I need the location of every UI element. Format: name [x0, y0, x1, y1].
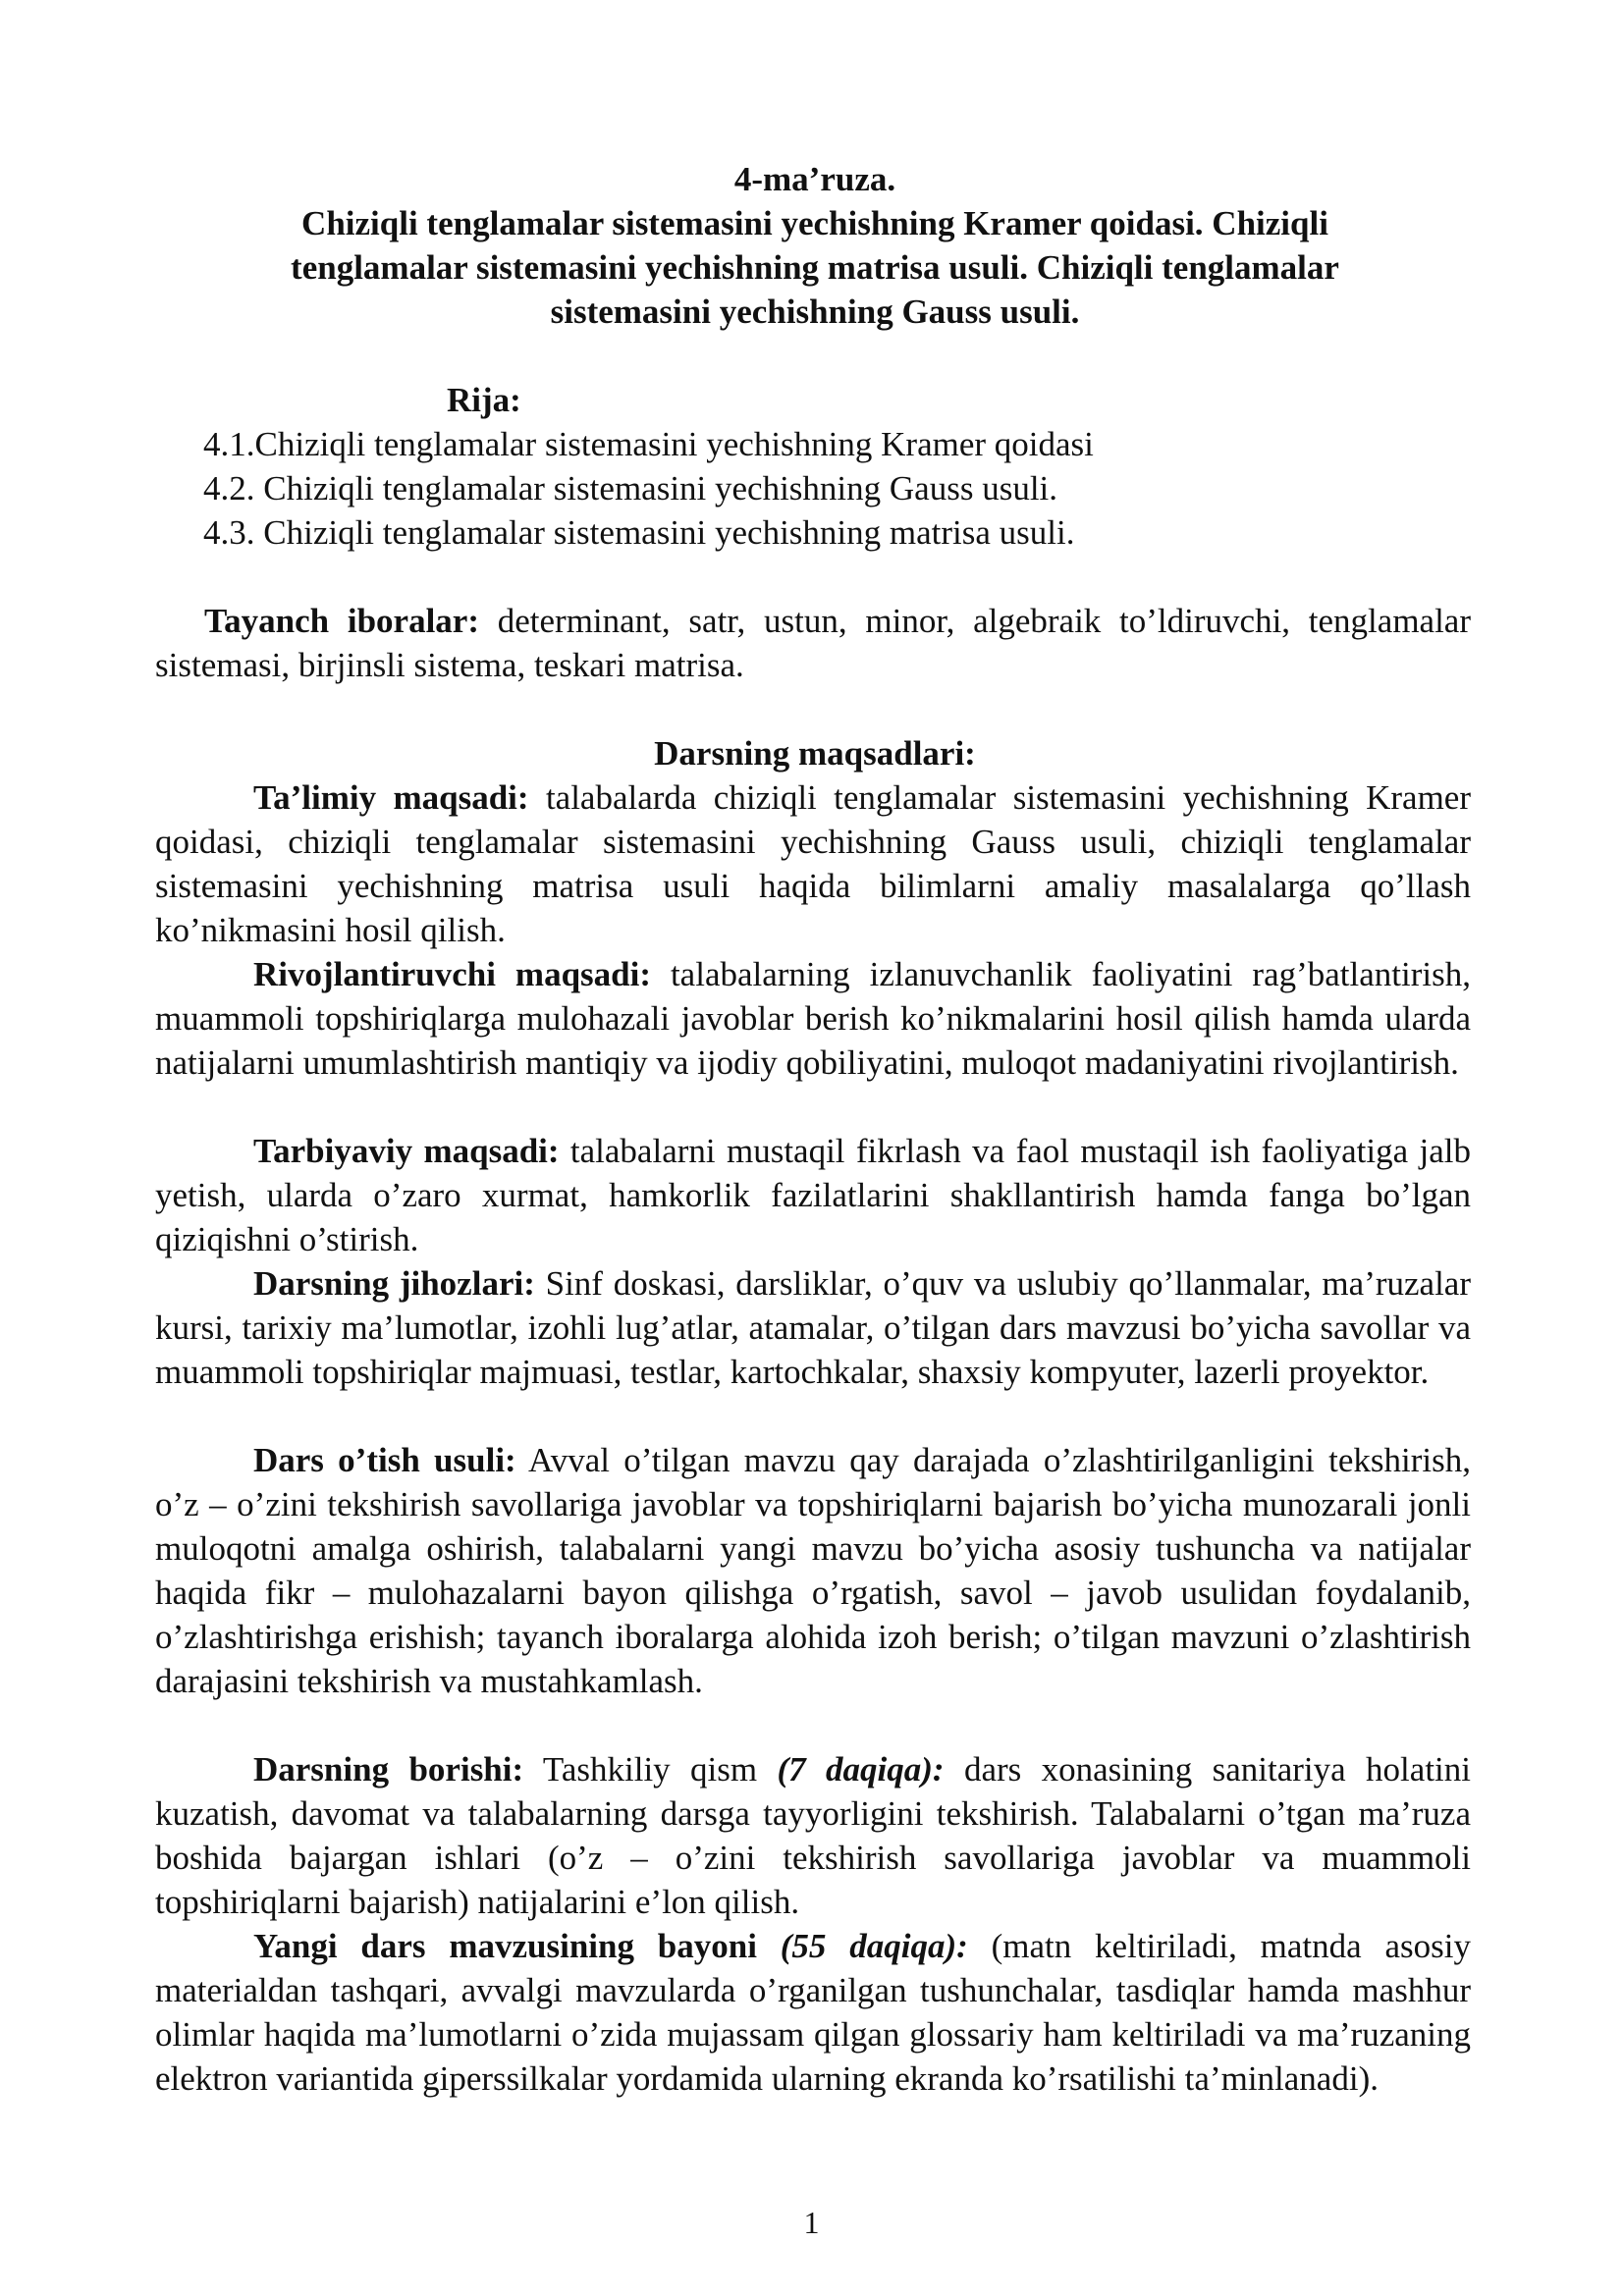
page-number: 1 — [803, 2205, 820, 2240]
keywords-paragraph — [155, 599, 1471, 687]
lecture-number: 4-ma’ruza. — [733, 160, 896, 198]
section-text: talabalarda chiziqli tenglamalar sistemasini yechishning Kramer qoidasi, chiziqli tenglamalar sistemasini yechishning Gauss usuli, chiziqli tenglamalar sistemasini yechishning matrisa usuli haqida bilimlarni amaliy masalalarga qo’llash ko’nikmasini hosil qilish. — [155, 778, 1472, 949]
developmental-goal-paragraph — [155, 952, 1471, 1085]
title-line-1: Chiziqli tenglamalar sistemasini yechishning Kramer qoidasi. Chiziqli — [301, 204, 1328, 242]
method-paragraph — [155, 1438, 1471, 1703]
section-label: Tarbiyaviy maqsadi: — [253, 1132, 560, 1170]
time-note: (7 daqiqa): — [777, 1750, 945, 1789]
plan-item-2: 4.2. Chiziqli tenglamalar sistemasini yechishning Gauss usuli. — [203, 469, 1058, 507]
section-text: Sinf doskasi, darsliklar, o’quv va uslubiy qo’llanmalar, ma’ruzalar kursi, tarixiy ma’lumotlar, izohli lug’atlar, atamalar, o’tilgan dars mavzusi bo’yicha savollar va muammoli topshiriqlar majmuasi, testlar, kartochkalar, shaxsiy kompyuter, lazerli proyektor. — [155, 1264, 1471, 1391]
educational-goal-paragraph — [155, 775, 1471, 952]
section-text: talabalarning izlanuvchanlik faoliyatini rag’batlantirish, muammoli topshiriqlarga mulohazali javoblar berish ko’nikmalarini hosil qilish hamda ularda natijalarni umumlashtirish mantiqiy va ijodiy qobiliyatini, muloqot madaniyatini rivojlantirish. — [155, 955, 1471, 1082]
section-text: dars xonasining sanitariya holatini kuzatish, davomat va talabalarning darsga tayyorligini tekshirish. Talabalarni o’tgan ma’ruza boshida bajargan ishlari (o’z – o’zini tekshirish savollariga javoblar va muammoli topshiriqlarni bajarish) natijalarini e’lon qilish. — [155, 1750, 1471, 1921]
time-note: (55 daqiqa): — [756, 1927, 968, 1965]
equipment-paragraph — [155, 1261, 1471, 1394]
new-topic-paragraph — [155, 1924, 1471, 2101]
upbringing-goal-paragraph — [155, 1129, 1471, 1261]
section-text: Avval o’tilgan mavzu qay darajada o’zlashtirilganligini tekshirish, o’z – o’zini tekshirish savollariga javoblar va topshiriqlarni bajarish bo’yicha munozarali jonli muloqotni amalga oshirish, talabalarni yangi mavzu bo’yicha asosiy tushuncha va natijalar haqida fikr – mulohazalarni bayon qilishga o’rgatish, savol – javob usulidan foydalanib, o’zlashtirishga erishish; tayanch iboralarga alohida izoh berish; o’tilgan mavzuni o’zlashtirish darajasini tekshirish va mustahkamlash. — [155, 1441, 1471, 1700]
section-text: (matn keltiriladi, matnda asosiy materialdan tashqari, avvalgi mavzularda o’rganilgan tushunchalar, tasdiqlar hamda mashhur olimlar haqida ma’lumotlarni o’zida mujassam qilgan glossariy ham keltiriladi va ma’ruzaning elektron variantida giperssilkalar yordamida ularning ekranda ko’rsatilishi ta’minlanadi). — [155, 1927, 1471, 2098]
plan-item-1: 4.1.Chiziqli tenglamalar sistemasini yechishning Kramer qoidasi — [203, 425, 1094, 463]
section-label: Rivojlantiruvchi maqsadi: — [253, 955, 651, 993]
goals-heading: Darsning maqsadlari: — [654, 734, 976, 773]
keywords-label: Tayanch iboralar: — [204, 602, 479, 640]
plan-label: Rija: — [447, 381, 521, 419]
section-label: Yangi dars mavzusining bayoni — [253, 1927, 757, 1965]
section-label: Darsning borishi: — [253, 1750, 524, 1789]
lesson-flow-paragraph — [155, 1747, 1471, 1924]
section-label: Ta’limiy maqsadi: — [253, 778, 529, 817]
plan-item-3: 4.3. Chiziqli tenglamalar sistemasini yechishning matrisa usuli. — [203, 513, 1075, 552]
keywords-text: determinant, satr, ustun, minor, algebraik to’ldiruvchi, tenglamalar sistemasi, birjinsli sistema, teskari matrisa. — [155, 602, 1471, 684]
section-label: Dars o’tish usuli: — [253, 1441, 516, 1479]
title-line-3: sistemasini yechishning Gauss usuli. — [550, 293, 1080, 331]
section-pre: Tashkiliy qism — [523, 1750, 778, 1789]
section-text: talabalarni mustaqil fikrlash va faol mustaqil ish faoliyatiga jalb yetish, ularda o’zaro xurmat, hamkorlik fazilatlarini shakllantirish hamda fanga bo’lgan qiziqishni o’stirish. — [155, 1132, 1472, 1258]
section-label: Darsning jihozlari: — [253, 1264, 535, 1303]
title-line-2: tenglamalar sistemasini yechishning matrisa usuli. Chiziqli tenglamalar — [291, 248, 1339, 287]
